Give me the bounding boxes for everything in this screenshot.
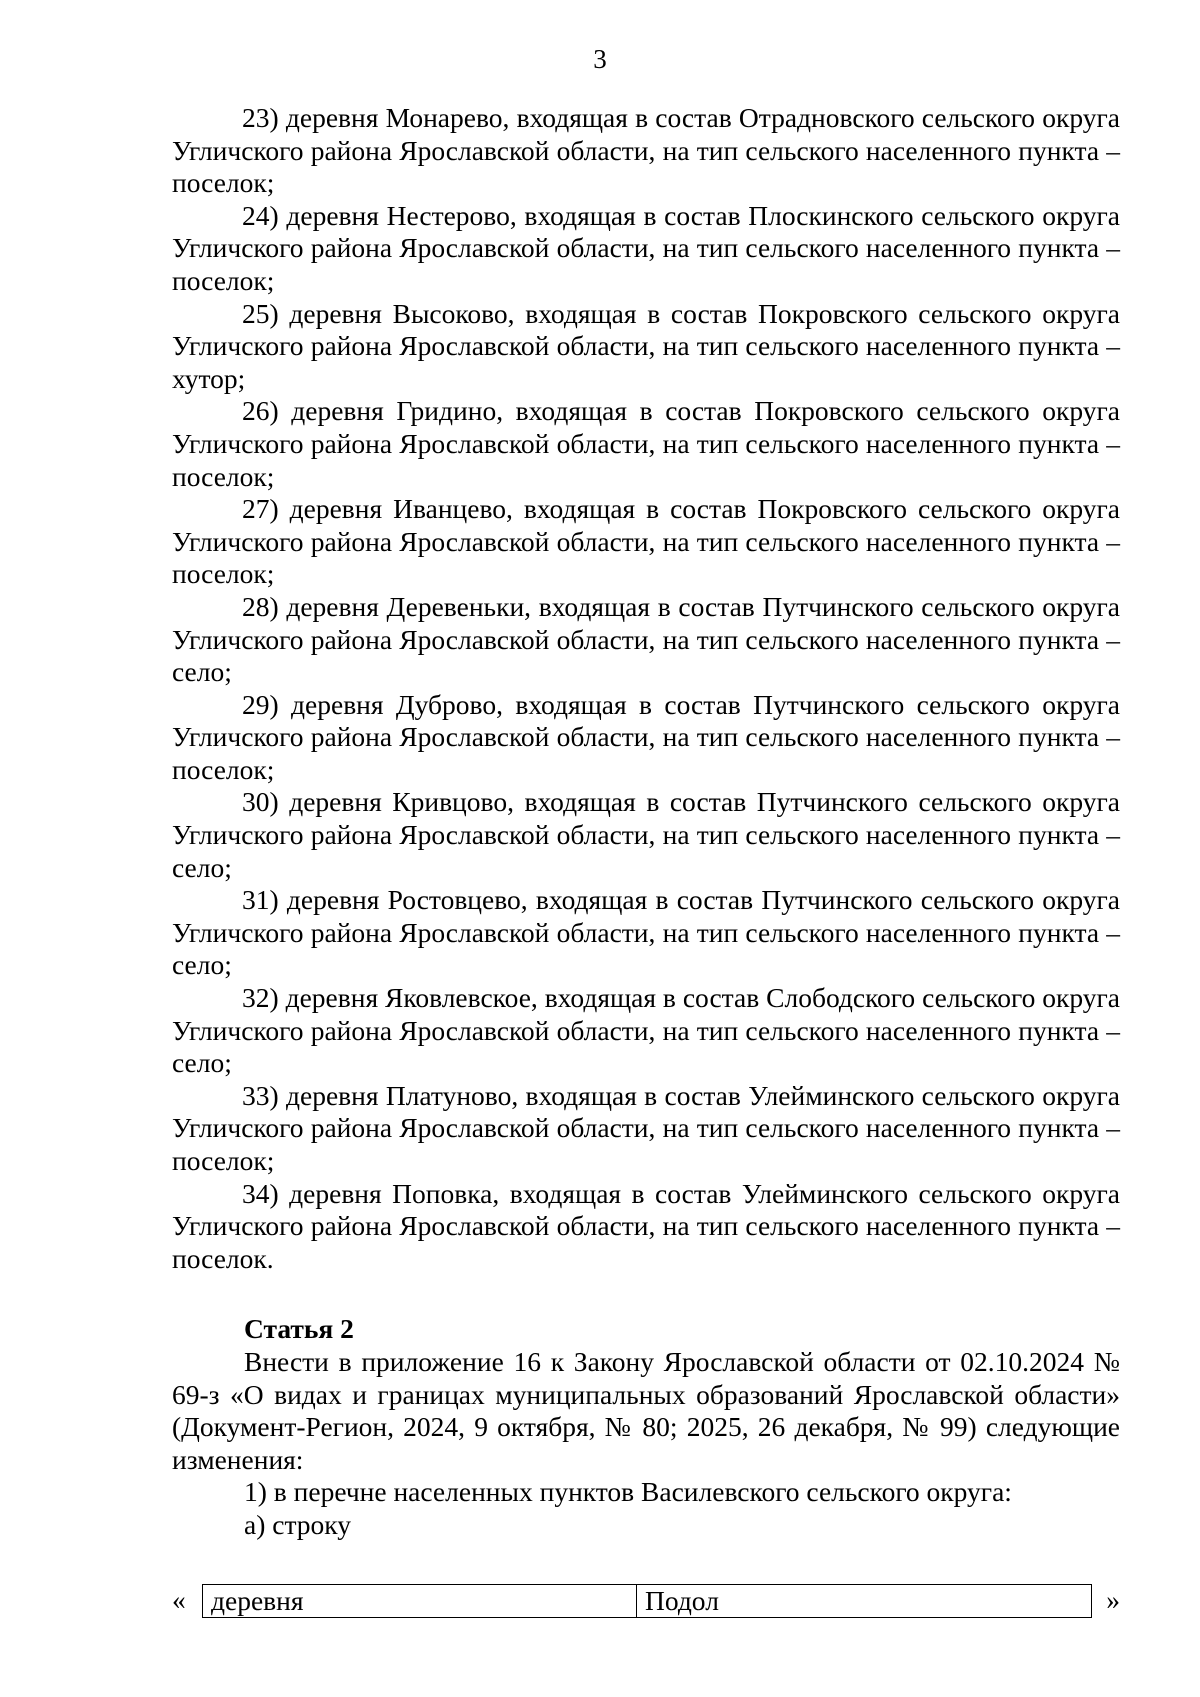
item-text: деревня Гридино, входящая в состав Покровского сельского округа Угличского района Ярославской области, на тип сельского населенного пункта – поселок; [172, 395, 1120, 492]
item-text: деревня Платуново, входящая в состав Улейминского сельского округа Угличского района Ярославской области, на тип сельского населенного пункта – поселок; [172, 1079, 1120, 1176]
list-item [172, 689, 1120, 787]
item-number: 30) [242, 786, 279, 818]
article-intro: Внести в приложение 16 к Закону Ярославской области от 02.10.2024 № 69-з «О видах и границах муниципальных образований Ярославской области» (Документ-Регион, 2024, 9 октября, № 80; 2025, 26 декабря, № 99) следующие изменения: [172, 1345, 1120, 1475]
item-number: 29) [242, 688, 279, 720]
list-item [172, 493, 1120, 591]
list-item [172, 298, 1120, 396]
item-number: 23) [242, 102, 279, 133]
item-number: 31) [242, 884, 279, 916]
item-number: 33) [242, 1079, 279, 1111]
item-number: 34) [242, 1177, 279, 1209]
item-number: 26) [242, 395, 279, 427]
item-text: деревня Деревеньки, входящая в состав Путчинского сельского округа Угличского района Ярославской области, на тип сельского населенного пункта – село; [172, 590, 1121, 688]
article-title: Статья 2 [244, 1313, 354, 1345]
open-quote: « [172, 1584, 186, 1615]
list-item [172, 102, 1120, 200]
list-item [172, 1080, 1120, 1178]
item-text: деревня Монарево, входящая в состав Отрадновского сельского округа Угличского района Ярославской области, на тип сельского населенного пункта – поселок; [172, 102, 1120, 199]
item-text: деревня Яковлевское, входящая в состав Слободского сельского округа Угличского района Ярославской области, на тип сельского населенного пункта – село; [172, 982, 1120, 1079]
article-subsubpoint: а) строку [244, 1508, 352, 1540]
list-item [172, 200, 1120, 298]
list-item [172, 395, 1120, 493]
item-text: деревня Дуброво, входящая в состав Путчинского сельского округа Угличского района Ярославской области, на тип сельского населенного пункта – поселок; [172, 688, 1121, 785]
list-item [172, 982, 1120, 1080]
item-text: деревня Кривцово, входящая в состав Путчинского сельского округа Угличского района Ярославской области, на тип сельского населенного пункта – село; [172, 786, 1121, 883]
list-item [172, 1178, 1120, 1276]
item-number: 24) [242, 199, 279, 231]
quoted-table-row [172, 1584, 1120, 1618]
item-number: 32) [242, 982, 279, 1014]
item-text: деревня Высоково, входящая в состав Покровского сельского округа Угличского района Ярославской области, на тип сельского населенного пункта – хутор; [172, 297, 1120, 394]
table-row [202, 1584, 1092, 1618]
close-quote: » [1106, 1584, 1120, 1615]
list-item [172, 786, 1120, 884]
item-text: деревня Нестерово, входящая в состав Плоскинского сельского округа Угличского района Ярославской области, на тип сельского населенного пункта – поселок; [172, 199, 1120, 296]
page-number: 3 [593, 44, 607, 74]
article-subpoint: 1) в перечне населенных пунктов Василевского сельского округа: [244, 1476, 1012, 1508]
item-number: 25) [242, 297, 279, 329]
list-item [172, 884, 1120, 982]
table-cell-type: деревня [203, 1585, 637, 1617]
item-text: деревня Ростовцево, входящая в состав Путчинского сельского округа Угличского района Ярославской области, на тип сельского населенного пункта – село; [172, 884, 1120, 981]
item-text: деревня Иванцево, входящая в состав Покровского сельского округа Угличского района Ярославской области, на тип сельского населенного пункта – поселок; [172, 493, 1121, 590]
table-cell-name: Подол [645, 1585, 719, 1616]
item-number: 27) [242, 493, 279, 525]
list-item [172, 591, 1120, 689]
item-number: 28) [242, 590, 279, 622]
item-text: деревня Поповка, входящая в состав Улейминского сельского округа Угличского района Ярославской области, на тип сельского населенного пункта – поселок. [172, 1177, 1121, 1274]
document-body [172, 102, 1120, 1542]
